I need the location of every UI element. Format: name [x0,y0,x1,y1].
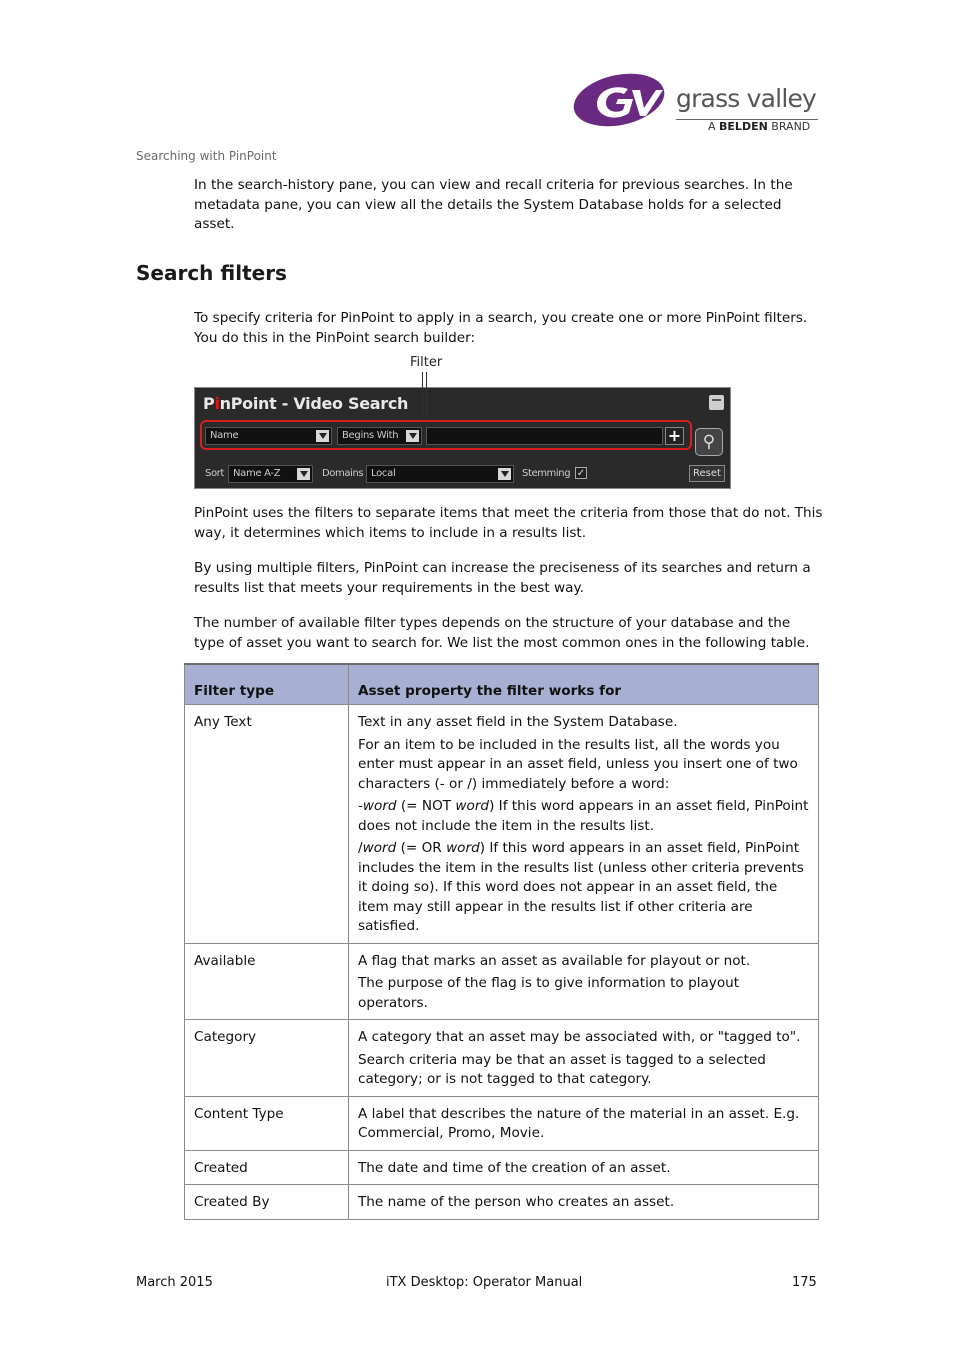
table-row [185,1096,819,1150]
header-asset-property: Asset property the filter works for [349,664,819,705]
chevron-down-icon [406,430,419,442]
table-header-row [185,664,819,705]
description-cell: A category that an asset may be associated with, or "tagged to". Search criteria may be that an asset is tagged to a selected category; or is not tagged to that category. [349,1020,819,1097]
filter-type-cell: Content Type [185,1096,349,1150]
chevron-down-icon [297,468,310,480]
table-row [185,1020,819,1097]
paragraph-search-builder: To specify criteria for PinPoint to apply in a search, you create one or more PinPoint filters. You do this in the PinPoint search builder: [194,310,808,346]
table-row [185,943,819,1020]
filter-value-input[interactable] [426,427,663,445]
filter-operator-dropdown[interactable]: Begins With [337,427,422,445]
magnifier-icon: ⚲ [702,432,716,452]
paragraph-filters-separate: PinPoint uses the filters to separate items that meet the criteria from those that do not. This way, it determines which items to include in a results list. [194,505,823,541]
description-cell: Text in any asset field in the System Database. For an item to be included in the results list, all the words you enter must appear in an asset field, unless you insert one of two characters (- or /) immediately before a word: -word (= NOT word) If this word appears in an asset field, PinPoint does not include the item in the results list. /word (= OR word) If this word appears in an asset field, PinPoint includes the item in the results list (unless other criteria prevents it doing so). If this word does not appear in an asset field, the item may still appear in the results list if other criteria are satisfied. [349,705,819,944]
description-cell: The date and time of the creation of an asset. [349,1150,819,1185]
add-filter-button[interactable]: + [665,427,684,445]
logo-brand-line: A BELDEN BRAND [708,120,811,133]
filter-type-cell: Available [185,943,349,1020]
sort-dropdown[interactable]: Name A-Z [228,465,313,483]
callout-pointer [422,372,427,417]
filter-type-cell: Created By [185,1185,349,1220]
sort-label: Sort [205,468,224,479]
filter-types-table [184,663,819,1220]
filter-callout-label: Filter [410,355,443,370]
domains-dropdown[interactable]: Local [366,465,514,483]
description-cell: A flag that marks an asset as available for playout or not. The purpose of the flag is to give information to playout operators. [349,943,819,1020]
filter-type-cell: Created [185,1150,349,1185]
filter-type-cell: Category [185,1020,349,1097]
section-heading: Search filters [136,261,287,285]
paragraph-filter-types: The number of available filter types depends on the structure of your database and the type of asset you want to search for. We list the most common ones in the following table. [194,615,810,651]
header-filter-type: Filter type [185,664,349,705]
chevron-down-icon [316,430,329,442]
pinpoint-search-builder-screenshot [194,387,731,489]
domains-label: Domains [322,468,364,479]
filter-field-dropdown[interactable]: Name [205,427,332,445]
logo-wordmark: grass valley [676,84,817,113]
paragraph-multiple-filters: By using multiple filters, PinPoint can increase the preciseness of its searches and return a results list that meets your requirements in the best way. [194,560,811,596]
intro-paragraph: In the search-history pane, you can view and recall criteria for previous searches. In the metadata pane, you can view all the details the System Database holds for a selected asset. [194,177,793,232]
running-header: Searching with PinPoint [136,149,277,163]
table-row [185,1150,819,1185]
chevron-down-icon [498,468,511,480]
filter-type-cell: Any Text [185,705,349,944]
footer-date: March 2015 [136,1275,213,1290]
window-minimize-icon[interactable] [709,395,724,410]
description-cell: A label that describes the nature of the material in an asset. E.g. Commercial, Promo, Movie. [349,1096,819,1150]
footer-title: iTX Desktop: Operator Manual [386,1275,583,1290]
stemming-label: Stemming [522,468,571,479]
reset-button[interactable]: Reset [689,465,725,482]
stemming-checkbox[interactable]: ✓ [576,468,586,479]
search-button[interactable] [695,428,723,456]
pinpoint-window-title: PinPoint - Video Search [203,394,409,413]
table-row [185,1185,819,1220]
table-row [185,705,819,944]
footer-page-number: 175 [792,1275,817,1290]
description-cell: The name of the person who creates an asset. [349,1185,819,1220]
